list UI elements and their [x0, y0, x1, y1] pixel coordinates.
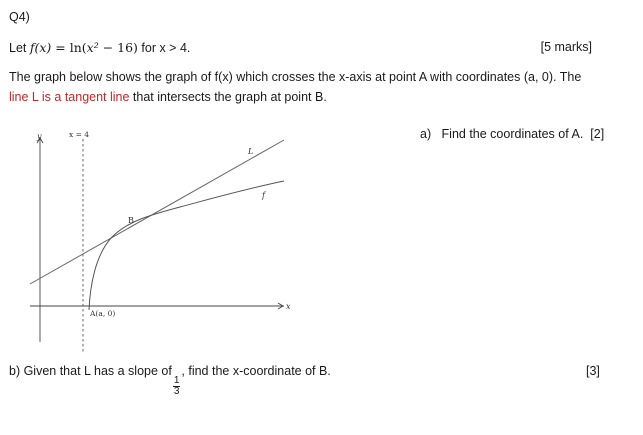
- point-a-label: A(a, 0): [90, 309, 116, 318]
- fraction-numerator: 1: [173, 375, 180, 386]
- domain-condition: for x > 4.: [137, 41, 191, 55]
- slope-fraction: [173, 376, 181, 397]
- question-number: Q4): [9, 10, 30, 24]
- total-marks: [5 marks]: [540, 40, 592, 54]
- tangent-line: [30, 140, 284, 284]
- equals-ln: = ln(: [51, 40, 87, 55]
- part-b-text-before: b) Given that L has a slope of: [9, 364, 172, 378]
- part-a-text: Find the coordinates of A.: [441, 127, 584, 141]
- let-prefix: Let: [9, 41, 30, 55]
- part-a-marks: [2]: [590, 127, 605, 141]
- function-expression: [30, 40, 138, 55]
- y-axis-label: y: [37, 132, 42, 141]
- point-b-label: B: [128, 216, 134, 225]
- curve-label: f: [262, 191, 265, 200]
- tangent-highlight: line L is a tangent line: [9, 90, 130, 104]
- part-a: [420, 127, 604, 141]
- part-b-marks: [3]: [586, 364, 600, 378]
- function-graph: [20, 127, 300, 357]
- part-b-text-after: , find the x-coordinate of B.: [181, 364, 331, 378]
- part-b: [9, 364, 331, 397]
- x-axis-label: x: [286, 302, 291, 311]
- description-line-2: [9, 90, 327, 104]
- fraction-denominator: 3: [173, 386, 180, 397]
- function-curve: [89, 181, 284, 310]
- description-line-1: The graph below shows the graph of f(x) which crosses the x-axis at point A with coordinates (a, 0). The: [9, 70, 582, 84]
- description-line-2-rest: that intersects the graph at point B.: [129, 90, 327, 104]
- x-squared: x²: [86, 40, 99, 55]
- function-definition: [9, 40, 190, 55]
- fx-symbol: f(x): [29, 40, 52, 55]
- minus-sixteen: − 16): [98, 40, 138, 55]
- asymptote-label: x = 4: [69, 130, 90, 139]
- part-a-label: a): [420, 127, 432, 141]
- tangent-label: L: [248, 147, 254, 156]
